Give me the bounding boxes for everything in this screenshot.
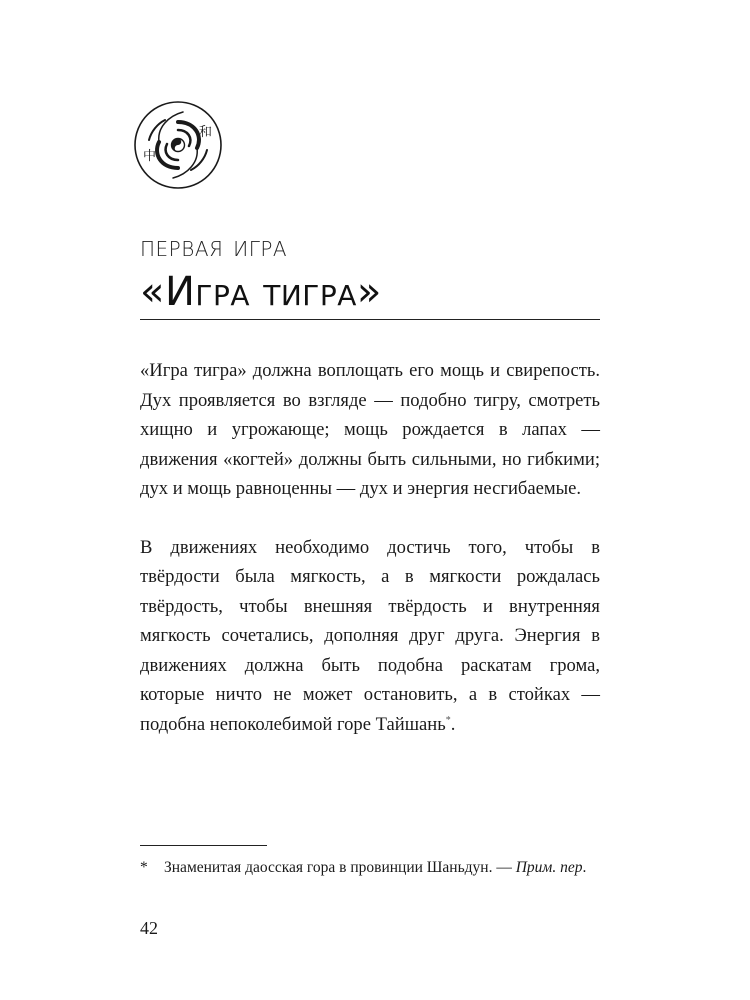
paragraph: «Игра тигра» должна воплощать его мощь и свирепость. Дух проявляется во взгляде — подобно тигру, смотреть хищно и угрожающе; мощь рождается в лапах — движения «когтей» должны быть сильными, но гибкими; дух и мощь равноценны — дух и энергия несгибаемые. — [140, 360, 600, 499]
paragraph — [140, 533, 600, 740]
chapter-subtitle: первая игра — [140, 229, 288, 263]
footnote-end: . — [582, 859, 587, 876]
footnote-note: Прим. пер — [515, 859, 583, 876]
footnote-symbol: * — [140, 859, 148, 876]
chapter-title: «Игра тигра» — [140, 269, 382, 315]
footnote-divider — [140, 845, 267, 846]
emblem-seal — [133, 100, 223, 190]
heading-divider — [140, 319, 600, 320]
emblem-glyph-right: 和 — [199, 125, 213, 140]
footnote — [140, 857, 600, 879]
paragraph-end: . — [450, 713, 456, 735]
footnote-reference[interactable]: * — [445, 714, 451, 726]
page-number: 42 — [140, 918, 158, 938]
paragraph-text: В движениях необходимо достичь того, чтобы в твёрдости была мягкость, а в мягкости рождалась твёрдость, чтобы внешняя твёрдость и внутренняя мягкость сочетались, дополняя друг друга. Энергия в движениях должна быть подобна раскатам грома, которые ничто не может остановить, а в стойках — подобна непоколебимой горе Тайшань — [140, 536, 600, 735]
yin-yang-swirl-seal-icon — [133, 100, 223, 190]
chapter-heading — [140, 228, 600, 316]
footnote-text: Знаменитая даосская гора в провинции Шаньдун. — — [164, 859, 516, 876]
emblem-glyph-left: 中 — [143, 149, 157, 164]
body-text — [140, 356, 600, 739]
